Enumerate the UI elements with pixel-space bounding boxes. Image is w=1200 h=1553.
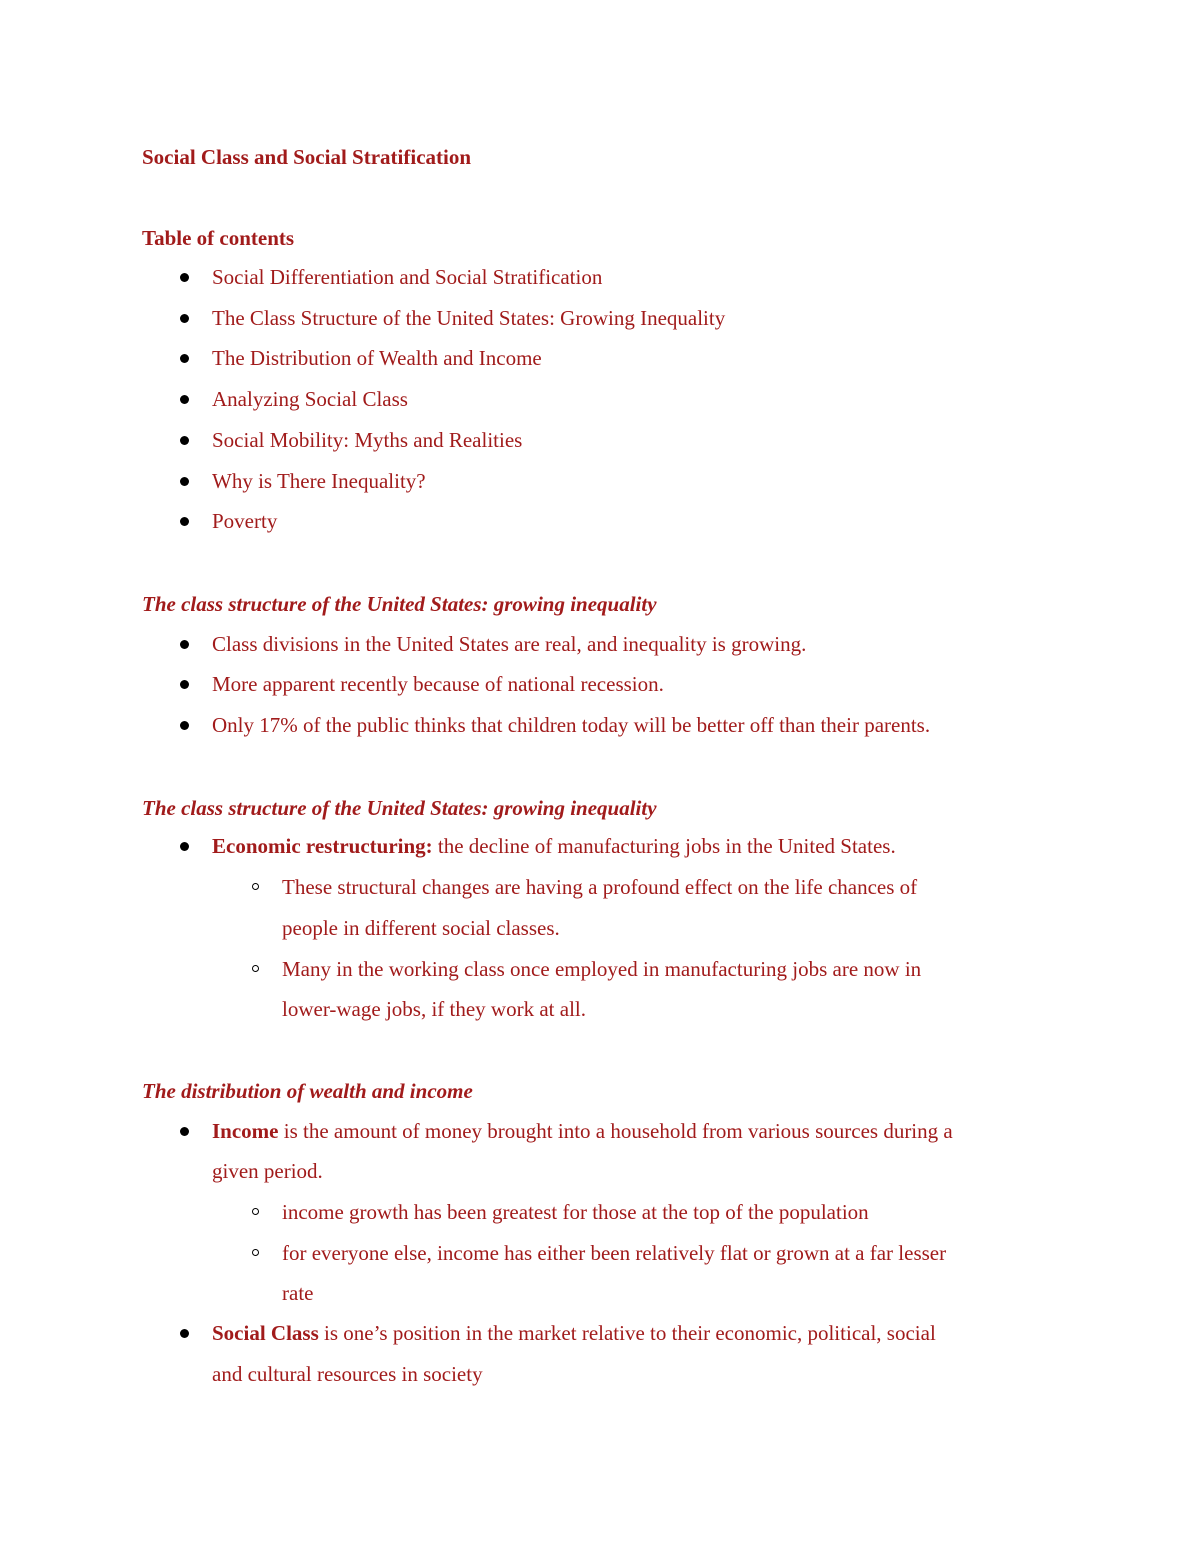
toc-item: The Distribution of Wealth and Income bbox=[212, 346, 542, 370]
toc-item: Social Mobility: Myths and Realities bbox=[212, 428, 523, 452]
sub-list-item-continuation: rate bbox=[282, 1281, 314, 1305]
sub-bullet-icon bbox=[252, 965, 259, 972]
sub-list-item: Many in the working class once employed in manufacturing jobs are now in bbox=[282, 957, 922, 981]
list-item bbox=[212, 836, 896, 857]
sub-bullet-icon bbox=[252, 1208, 259, 1215]
toc-heading: Table of contents bbox=[142, 226, 295, 250]
bullet-icon bbox=[180, 842, 189, 851]
sub-bullet-icon bbox=[252, 883, 259, 890]
bullet-icon bbox=[180, 721, 189, 730]
section-heading: The class structure of the United States: growing inequality bbox=[142, 796, 657, 820]
term: Social Class bbox=[212, 1321, 319, 1345]
bullet-icon bbox=[180, 640, 189, 649]
sub-list-item: These structural changes are having a profound effect on the life chances of bbox=[282, 875, 918, 899]
toc-item: Analyzing Social Class bbox=[212, 387, 408, 411]
definition-text: is one’s position in the market relative to their economic, political, social bbox=[318, 1321, 936, 1345]
definition-text: the decline of manufacturing jobs in the United States. bbox=[432, 834, 896, 858]
bullet-icon bbox=[180, 680, 189, 689]
sub-list-item-continuation: people in different social classes. bbox=[282, 916, 560, 940]
toc-item: Social Differentiation and Social Stratification bbox=[212, 265, 603, 289]
document-title: Social Class and Social Stratification bbox=[142, 145, 472, 169]
list-item bbox=[212, 1323, 936, 1344]
list-item-continuation: given period. bbox=[212, 1159, 323, 1183]
bullet-icon bbox=[180, 273, 189, 282]
toc-item: Poverty bbox=[212, 509, 278, 533]
bullet-icon bbox=[180, 1127, 189, 1136]
list-item: Only 17% of the public thinks that children today will be better off than their parents. bbox=[212, 713, 931, 737]
list-item-continuation: and cultural resources in society bbox=[212, 1362, 483, 1386]
bullet-icon bbox=[180, 395, 189, 404]
section-heading: The class structure of the United States: growing inequality bbox=[142, 592, 657, 616]
bullet-icon bbox=[180, 1329, 189, 1338]
sub-list-item: for everyone else, income has either been relatively flat or grown at a far lesser bbox=[282, 1241, 947, 1265]
sub-list-item: income growth has been greatest for those at the top of the population bbox=[282, 1200, 869, 1224]
toc-item: Why is There Inequality? bbox=[212, 469, 426, 493]
term: Income bbox=[212, 1119, 279, 1143]
bullet-icon bbox=[180, 477, 189, 486]
sub-list-item-continuation: lower-wage jobs, if they work at all. bbox=[282, 997, 586, 1021]
sub-bullet-icon bbox=[252, 1249, 259, 1256]
toc-item: The Class Structure of the United States: Growing Inequality bbox=[212, 306, 726, 330]
bullet-icon bbox=[180, 354, 189, 363]
list-item: Class divisions in the United States are real, and inequality is growing. bbox=[212, 632, 807, 656]
bullet-icon bbox=[180, 436, 189, 445]
bullet-icon bbox=[180, 517, 189, 526]
list-item: More apparent recently because of national recession. bbox=[212, 672, 664, 696]
bullet-icon bbox=[180, 314, 189, 323]
term: Economic restructuring: bbox=[212, 834, 433, 858]
section-heading: The distribution of wealth and income bbox=[142, 1079, 473, 1103]
list-item bbox=[212, 1121, 953, 1142]
definition-text: is the amount of money brought into a household from various sources during a bbox=[278, 1119, 953, 1143]
